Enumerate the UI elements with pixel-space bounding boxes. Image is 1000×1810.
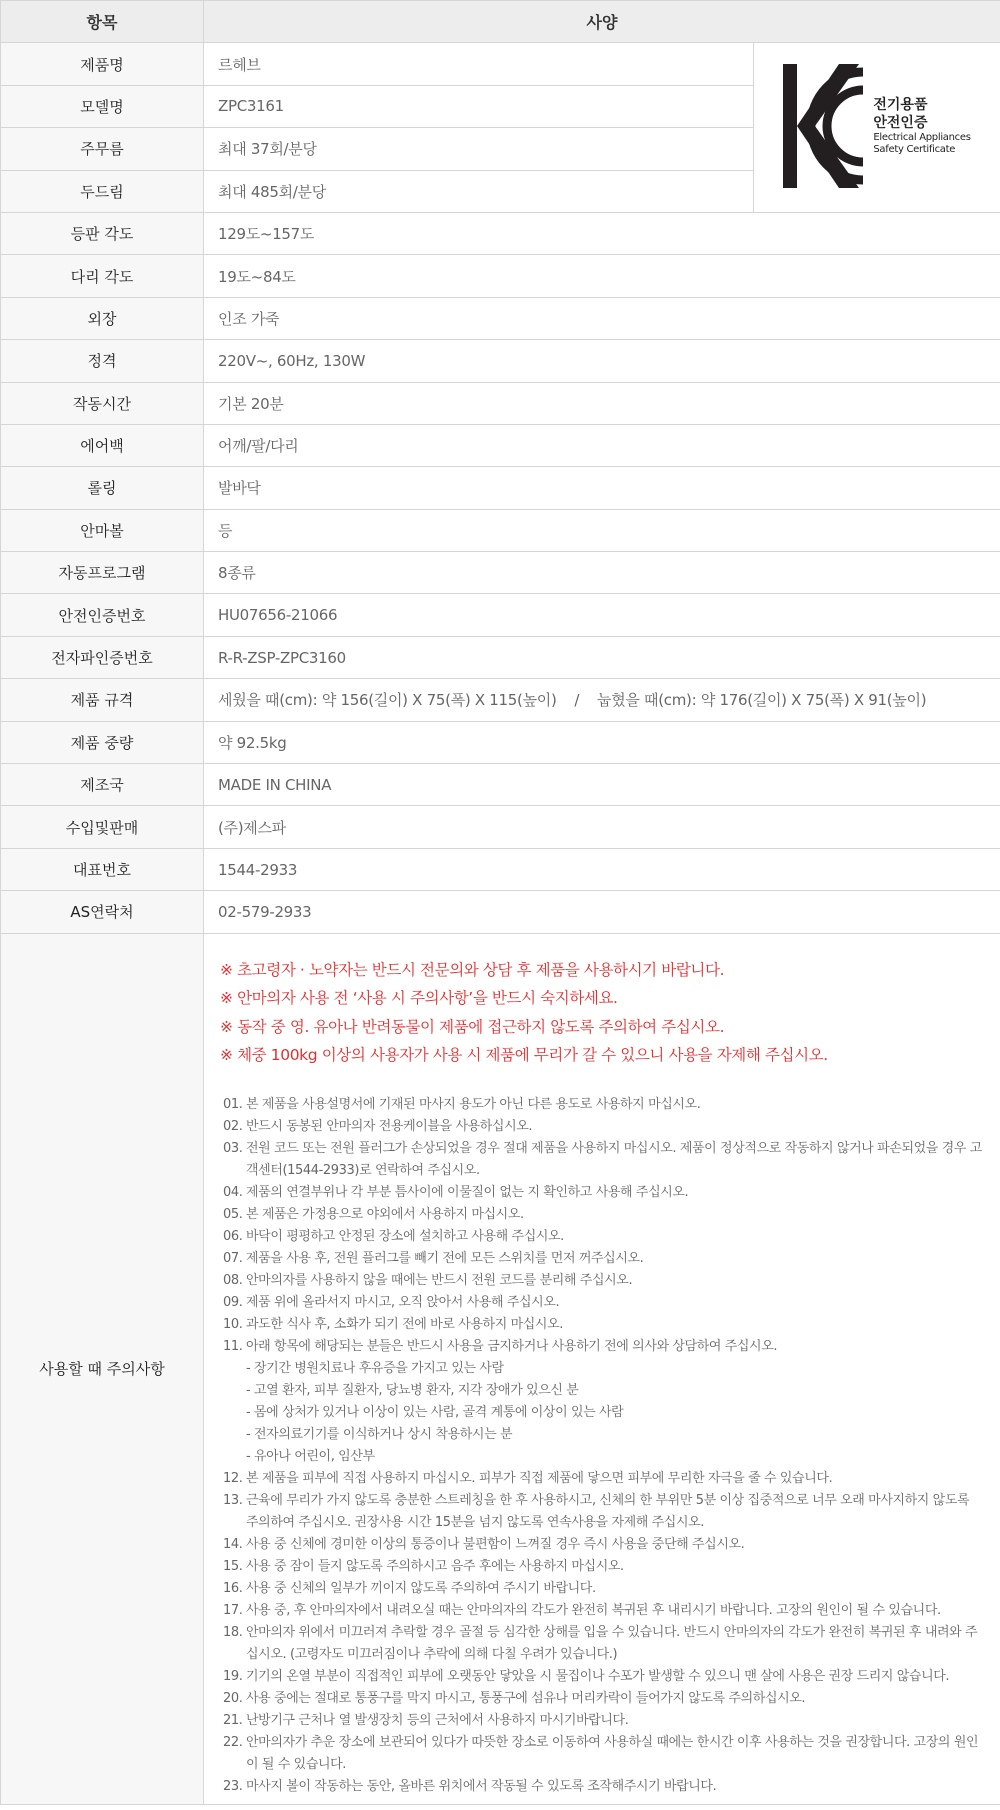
row-label: 안전인증번호	[1, 594, 204, 636]
row-label: 안마볼	[1, 509, 204, 551]
row-value: 최대 485회/분당	[204, 170, 754, 212]
caution-text: 사용 중 신체의 일부가 끼이지 않도록 주의하여 주시기 바랍니다.	[246, 1580, 596, 1596]
caution-item	[220, 1666, 1000, 1688]
kc-mark	[783, 64, 970, 188]
row-label: 외장	[1, 297, 204, 339]
kc-logo-icon	[783, 64, 863, 188]
header-spec: 사양	[204, 1, 1000, 43]
row-value: 8종류	[204, 552, 1000, 594]
row-value: 어깨/팔/다리	[204, 424, 1000, 466]
notes-content	[204, 933, 1000, 1804]
warning-item: ※ 안마의자 사용 전 ‘사용 시 주의사항’을 반드시 숙지하세요.	[220, 989, 618, 1008]
row-label: 전자파인증번호	[1, 636, 204, 678]
kc-text	[873, 96, 970, 156]
header-item: 항목	[1, 1, 204, 43]
caution-text: 기기의 온열 부분이 직접적인 피부에 오랫동안 닿았을 시 물집이나 수포가 발생할 수 있으니 맨 살에 사용은 권장 드리지 않습니다.	[246, 1668, 950, 1684]
table-header-row	[1, 1, 1000, 43]
kc-ko-line2: 안전인증	[873, 114, 928, 131]
caution-text: 근육에 무리가 가지 않도록 충분한 스트레칭을 한 후 사용하시고, 신체의 한 부위만 5분 이상 집중적으로 너무 오래 마사지하지 않도록 주의하여 주십시오. 권장사용 시간 15분을 넘지 않도록 연속사용을 자제해 주십시오.	[246, 1492, 970, 1530]
table-row	[1, 43, 1000, 85]
row-value: MADE IN CHINA	[204, 764, 1000, 806]
table-row	[1, 552, 1000, 594]
caution-text: 제품의 연결부위나 각 부분 틈사이에 이물질이 없는 지 확인하고 사용해 주십시오.	[246, 1184, 689, 1200]
caution-number: 23.	[223, 1778, 243, 1794]
caution-item	[220, 1688, 1000, 1710]
table-row	[1, 255, 1000, 297]
table-row	[1, 806, 1000, 848]
caution-number: 08.	[223, 1272, 243, 1288]
caution-item	[220, 1138, 1000, 1182]
caution-item	[220, 1578, 1000, 1600]
row-label: 자동프로그램	[1, 552, 204, 594]
caution-subitem: - 유아나 어린이, 임산부	[246, 1448, 375, 1464]
kc-ko-line1: 전기용품	[873, 96, 928, 113]
row-label: 등판 각도	[1, 212, 204, 254]
row-value: (주)제스파	[204, 806, 1000, 848]
row-label: 수입및판매	[1, 806, 204, 848]
table-row	[1, 721, 1000, 763]
row-value: R-R-ZSP-ZPC3160	[204, 636, 1000, 678]
caution-number: 22.	[223, 1734, 243, 1750]
caution-item	[220, 1556, 1000, 1578]
notes-row	[1, 933, 1000, 1804]
caution-number: 17.	[223, 1602, 243, 1618]
caution-text: 사용 중 신체에 경미한 이상의 통증이나 불편함이 느껴질 경우 즉시 사용을 중단해 주십시오.	[246, 1536, 745, 1552]
row-label: 대표번호	[1, 848, 204, 890]
caution-text: 바닥이 평평하고 안정된 장소에 설치하고 사용해 주십시오.	[246, 1228, 564, 1244]
caution-number: 14.	[223, 1536, 243, 1552]
caution-item	[220, 1622, 1000, 1666]
caution-item	[220, 1226, 1000, 1248]
caution-item	[220, 1534, 1000, 1556]
caution-number: 19.	[223, 1668, 243, 1684]
caution-number: 13.	[223, 1492, 243, 1508]
table-row	[1, 424, 1000, 466]
table-row	[1, 509, 1000, 551]
row-value: 1544-2933	[204, 848, 1000, 890]
row-value: 세웠을 때(cm): 약 156(길이) X 75(폭) X 115(높이) / 눕혔을 때(cm): 약 176(길이) X 75(폭) X 91(높이)	[204, 679, 1000, 721]
caution-number: 11.	[223, 1338, 243, 1354]
caution-text: 반드시 동봉된 안마의자 전용케이블을 사용하십시오.	[246, 1118, 533, 1134]
table-row	[1, 212, 1000, 254]
caution-number: 01.	[223, 1096, 243, 1112]
caution-text: 제품 위에 올라서지 마시고, 오직 앉아서 사용해 주십시오.	[246, 1294, 560, 1310]
row-value: ZPC3161	[204, 85, 754, 127]
row-label: 작동시간	[1, 382, 204, 424]
caution-item	[220, 1314, 1000, 1336]
caution-number: 12.	[223, 1470, 243, 1486]
caution-number: 03.	[223, 1140, 243, 1156]
caution-item	[220, 1182, 1000, 1204]
row-label: 다리 각도	[1, 255, 204, 297]
caution-subitem: - 고열 환자, 피부 질환자, 당뇨병 환자, 지각 장애가 있으신 분	[246, 1382, 579, 1398]
caution-subitem: - 장기간 병원치료나 후유증을 가지고 있는 사람	[246, 1360, 504, 1376]
caution-number: 06.	[223, 1228, 243, 1244]
caution-subitem: - 전자의료기기를 이식하거나 상시 착용하시는 분	[246, 1426, 513, 1442]
table-row	[1, 764, 1000, 806]
caution-number: 09.	[223, 1294, 243, 1310]
caution-text: 과도한 식사 후, 소화가 되기 전에 바로 사용하지 마십시오.	[246, 1316, 563, 1332]
spec-body	[1, 43, 1000, 1804]
row-label: 주무름	[1, 128, 204, 170]
table-row	[1, 382, 1000, 424]
caution-number: 18.	[223, 1624, 243, 1640]
table-row	[1, 848, 1000, 890]
caution-text: 사용 중에는 절대로 통풍구를 막지 마시고, 통풍구에 섬유나 머리카락이 들어가지 않도록 주의하십시오.	[246, 1690, 806, 1706]
caution-item	[220, 1116, 1000, 1138]
table-row	[1, 297, 1000, 339]
row-value: 인조 가죽	[204, 297, 1000, 339]
caution-item	[220, 1468, 1000, 1490]
caution-text: 사용 중 잠이 들지 않도록 주의하시고 음주 후에는 사용하지 마십시오.	[246, 1558, 624, 1574]
caution-number: 10.	[223, 1316, 243, 1332]
table-row	[1, 636, 1000, 678]
caution-text: 안마의자를 사용하지 않을 때에는 반드시 전원 코드를 분리해 주십시오.	[246, 1272, 633, 1288]
caution-text: 본 제품을 사용설명서에 기재된 마사지 용도가 아닌 다른 용도로 사용하지 마십시오.	[246, 1096, 701, 1112]
caution-item	[220, 1600, 1000, 1622]
caution-item	[220, 1710, 1000, 1732]
table-row	[1, 594, 1000, 636]
caution-number: 05.	[223, 1206, 243, 1222]
kc-en-line1: Electrical Appliances	[873, 131, 971, 143]
caution-text: 본 제품은 가정용으로 야외에서 사용하지 마십시오.	[246, 1206, 524, 1222]
row-value: 02-579-2933	[204, 891, 1000, 933]
caution-number: 15.	[223, 1558, 243, 1574]
kc-certificate	[754, 43, 1000, 213]
caution-text: 본 제품을 피부에 직접 사용하지 마십시오. 피부가 직접 제품에 닿으면 피부에 무리한 자극을 줄 수 있습니다.	[246, 1470, 833, 1486]
row-value: 19도~84도	[204, 255, 1000, 297]
row-value: HU07656-21066	[204, 594, 1000, 636]
caution-number: 04.	[223, 1184, 243, 1200]
caution-item	[220, 1204, 1000, 1226]
caution-text: 안마의자가 추운 장소에 보관되어 있다가 따뜻한 장소로 이동하여 사용하실 때에는 한시간 이후 사용하는 것을 권장합니다. 고장의 원인이 될 수 있습니다.	[246, 1734, 979, 1772]
row-label: 제품 규격	[1, 679, 204, 721]
notes-label: 사용할 때 주의사항	[1, 933, 204, 1804]
caution-text: 제품을 사용 후, 전원 플러그를 빼기 전에 모든 스위치를 먼저 꺼주십시오.	[246, 1250, 644, 1266]
row-value: 기본 20분	[204, 382, 1000, 424]
caution-text: 난방기구 근처나 열 발생장치 등의 근처에서 사용하지 마시기바랍니다.	[246, 1712, 629, 1728]
caution-item	[220, 1248, 1000, 1270]
row-label: 에어백	[1, 424, 204, 466]
row-value: 129도~157도	[204, 212, 1000, 254]
caution-item	[220, 1270, 1000, 1292]
warning-item: ※ 초고령자 · 노약자는 반드시 전문의와 상담 후 제품을 사용하시기 바랍니다.	[220, 960, 725, 979]
row-label: 제품명	[1, 43, 204, 85]
table-row	[1, 679, 1000, 721]
caution-item	[220, 1292, 1000, 1314]
caution-item	[220, 1490, 1000, 1534]
caution-item	[220, 1336, 1000, 1358]
caution-text: 마사지 볼이 작동하는 동안, 올바른 위치에서 작동될 수 있도록 조작해주시기 바랍니다.	[246, 1778, 717, 1794]
caution-number: 20.	[223, 1690, 243, 1706]
row-label: 모델명	[1, 85, 204, 127]
caution-number: 07.	[223, 1250, 243, 1266]
row-label: 제품 중량	[1, 721, 204, 763]
row-value: 최대 37회/분당	[204, 128, 754, 170]
caution-text: 사용 중, 후 안마의자에서 내려오실 때는 안마의자의 각도가 완전히 복귀된 후 내리시기 바랍니다. 고장의 원인이 될 수 있습니다.	[246, 1602, 941, 1618]
row-label: 정격	[1, 340, 204, 382]
caution-number: 16.	[223, 1580, 243, 1596]
warning-item: ※ 동작 중 영. 유아나 반려동물이 제품에 접근하지 않도록 주의하여 주십시오.	[220, 1017, 725, 1036]
row-value: 발바닥	[204, 467, 1000, 509]
caution-item	[220, 1094, 1000, 1116]
warning-list	[220, 956, 1000, 1070]
caution-text: 아래 항목에 해당되는 분들은 반드시 사용을 금지하거나 사용하기 전에 의사와 상담하여 주십시오.	[246, 1338, 778, 1354]
row-label: AS연락처	[1, 891, 204, 933]
row-value: 르헤브	[204, 43, 754, 85]
caution-subitem: - 몸에 상처가 있거나 이상이 있는 사람, 골격 계통에 이상이 있는 사람	[246, 1404, 624, 1420]
warning-item: ※ 체중 100kg 이상의 사용자가 사용 시 제품에 무리가 갈 수 있으니 사용을 자제해 주십시오.	[220, 1046, 828, 1065]
row-label: 두드림	[1, 170, 204, 212]
row-label: 제조국	[1, 764, 204, 806]
row-label: 롤링	[1, 467, 204, 509]
table-row	[1, 467, 1000, 509]
row-value: 등	[204, 509, 1000, 551]
row-value: 220V~, 60Hz, 130W	[204, 340, 1000, 382]
caution-item	[220, 1776, 1000, 1798]
row-value: 약 92.5kg	[204, 721, 1000, 763]
kc-en-line2: Safety Certificate	[873, 143, 956, 155]
table-row	[1, 891, 1000, 933]
caution-text: 안마의자 위에서 미끄러져 추락할 경우 골절 등 심각한 상해를 입을 수 있습니다. 반드시 안마의자의 각도가 완전히 복귀된 후 내려와 주십시오. (고령자도 미끄러짐이나 추락에 의해 다칠 우려가 있습니다.)	[246, 1624, 978, 1662]
caution-text: 전원 코드 또는 전원 플러그가 손상되었을 경우 절대 제품을 사용하지 마십시오. 제품이 정상적으로 작동하지 않거나 파손되었을 경우 고객센터(1544-2933)로 연락하여 주십시오.	[246, 1140, 982, 1178]
caution-number: 02.	[223, 1118, 243, 1134]
table-row	[1, 340, 1000, 382]
caution-number: 21.	[223, 1712, 243, 1728]
caution-item	[220, 1732, 1000, 1776]
